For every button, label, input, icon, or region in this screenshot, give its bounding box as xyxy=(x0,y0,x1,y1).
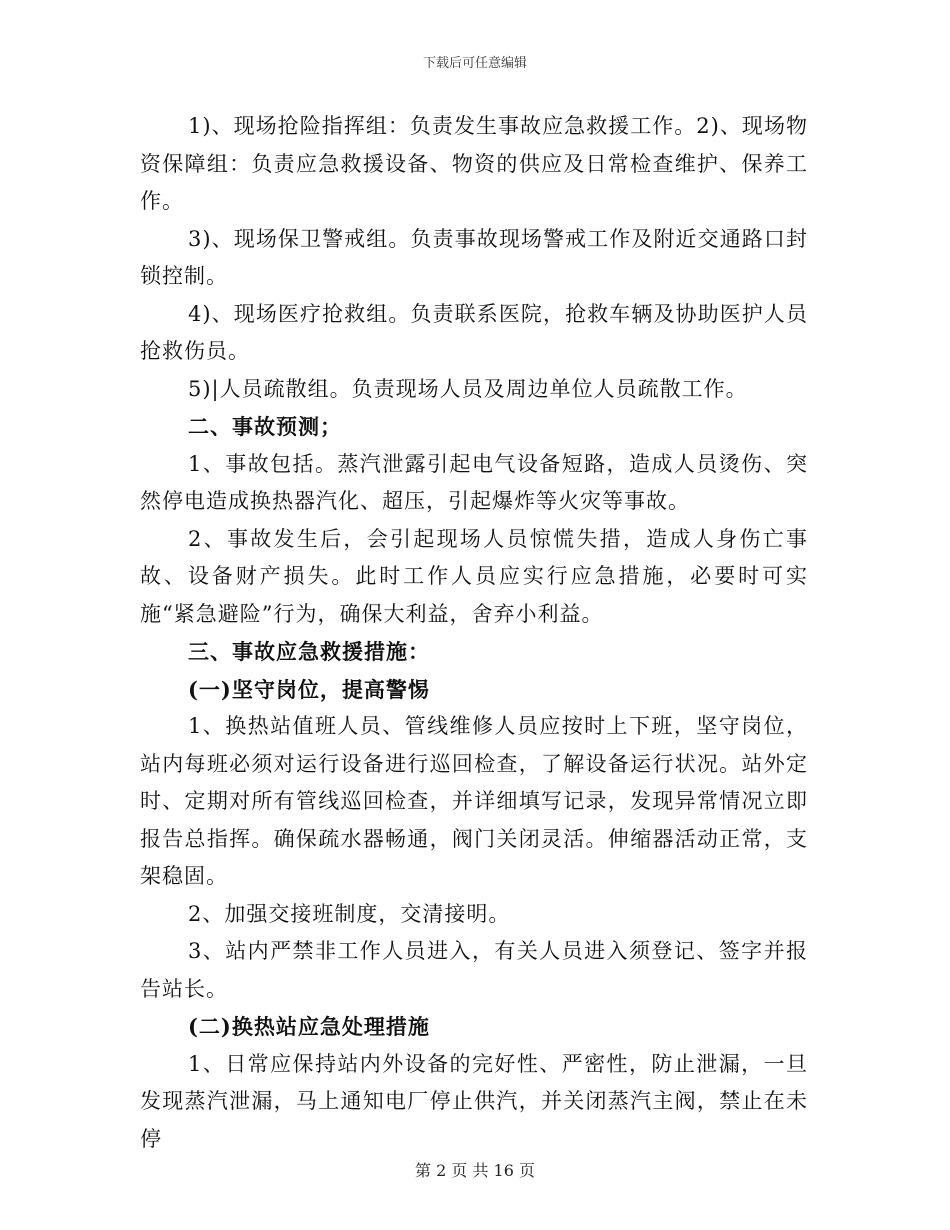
section-heading-rescue-measures: 三、事故应急救援措施： xyxy=(188,639,430,664)
paragraph-prediction-2: 2、事故发生后，会引起现场人员惊慌失措，造成人身伤亡事故、设备财产损失。此时工作人员应实行应急措施，必要时可实施“紧急避险”行为，确保大利益，舍弃小利益。 xyxy=(140,526,808,626)
paragraph-measure-1: 1、换热站值班人员、管线维修人员应按时上下班，坚守岗位，站内每班必须对运行设备进行巡回检查，了解设备运行状况。站外定时、定期对所有管线巡回检查，并详细填写记录，发现异常情况立即报告总指挥。确保疏水器畅通，阀门关闭灵活。伸缩器活动正常，支架稳固。 xyxy=(140,714,808,888)
section-heading-accident-prediction: 二、事故预测； xyxy=(188,414,342,439)
page-footer: 第 2 页 共 16 页 xyxy=(415,1161,535,1180)
paragraph-teams-1-2: 1)、现场抢险指挥组：负责发生事故应急救援工作。2)、现场物资保障组：负责应急救援设备、物资的供应及日常检查维护、保养工作。 xyxy=(140,114,808,213)
subsection-heading-stay-at-post: (一)坚守岗位，提高警惕 xyxy=(188,676,430,702)
subsection-heading-station-emergency: (二)换热站应急处理措施 xyxy=(188,1014,430,1039)
paragraph-measure-3: 3、站内严禁非工作人员进入，有关人员进入须登记、签字并报告站长。 xyxy=(140,939,808,1001)
document-body xyxy=(140,108,808,1158)
paragraph-team-4: 4)、现场医疗抢救组。负责联系医院，抢救车辆及协助医护人员抢救伤员。 xyxy=(140,301,808,363)
paragraph-prediction-1: 1、事故包括。蒸汽泄露引起电气设备短路，造成人员烫伤、突然停电造成换热器汽化、超压，引起爆炸等火灾等事故。 xyxy=(140,451,808,513)
page-header: 下载后可任意编辑 xyxy=(422,56,527,71)
paragraph-team-5: 5)|人员疏散组。负责现场人员及周边单位人员疏散工作。 xyxy=(188,376,748,401)
paragraph-station-1: 1、日常应保持站内外设备的完好性、严密性，防止泄漏，一旦发现蒸汽泄漏，马上通知电厂停止供汽，并关闭蒸汽主阀，禁止在未停 xyxy=(140,1051,808,1151)
paragraph-team-3: 3)、现场保卫警戒组。负责事故现场警戒工作及附近交通路口封锁控制。 xyxy=(140,226,808,288)
paragraph-measure-2: 2、加强交接班制度，交清接明。 xyxy=(188,901,511,926)
